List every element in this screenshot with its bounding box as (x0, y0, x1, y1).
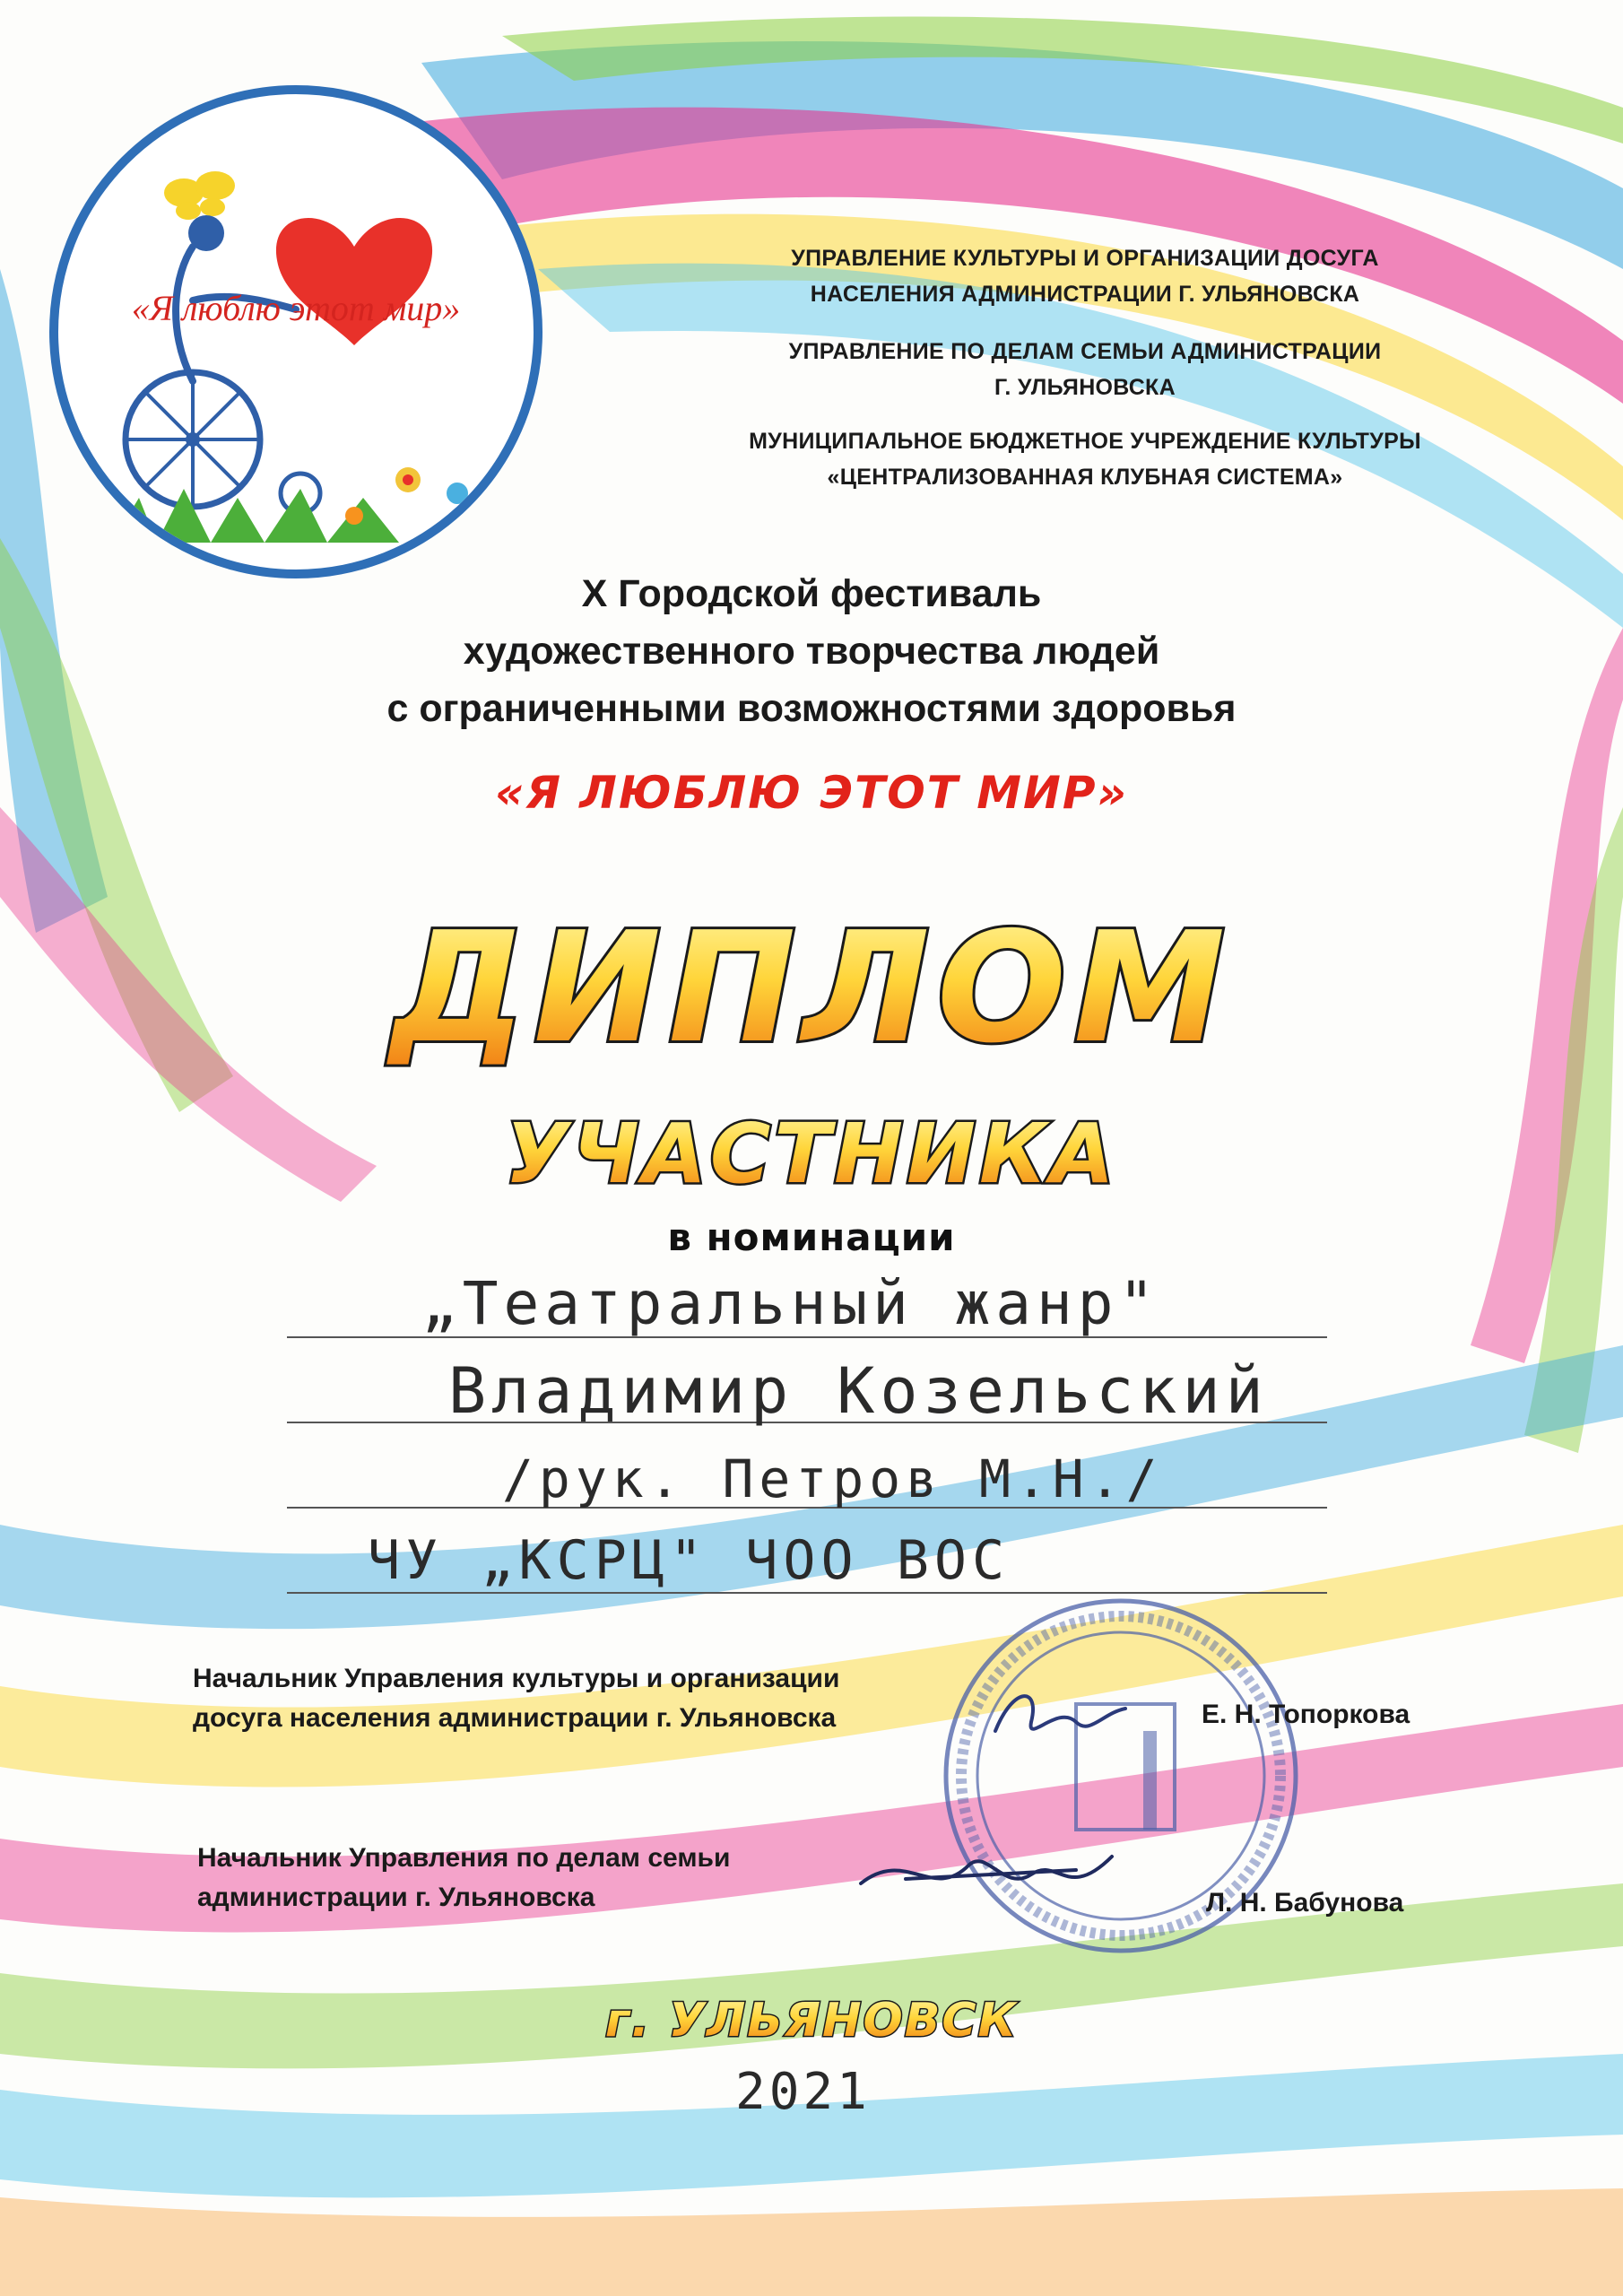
festival-motto: «Я ЛЮБЛЮ ЭТОТ МИР» (495, 767, 1128, 819)
signatory-1-title (193, 1659, 928, 1738)
organizer-line: Г. УЛЬЯНОВСКА (994, 375, 1176, 400)
festival-line: с ограниченными возможностями здоровья (386, 687, 1237, 730)
organizer-line: УПРАВЛЕНИЕ ПО ДЕЛАМ СЕМЬИ АДМИНИСТРАЦИИ (788, 339, 1382, 364)
organizer-2 (556, 334, 1614, 405)
handwritten-organization: ЧУ „КСРЦ" ЧОО ВОС (368, 1529, 1011, 1592)
organizer-line: НАСЕЛЕНИЯ АДМИНИСТРАЦИИ Г. УЛЬЯНОВСКА (810, 282, 1360, 307)
handwritten-year: 2021 (735, 2063, 871, 2121)
festival-line: художественного творчества людей (463, 630, 1160, 673)
festival-line: X Городской фестиваль (581, 572, 1042, 615)
signatory-2-name: Л. Н. Бабунова (1206, 1888, 1404, 1918)
logo-caption: «Я люблю этот мир» (131, 288, 461, 328)
signature-1 (977, 1668, 1139, 1767)
diploma-title: ДИПЛОМ (390, 900, 1233, 1077)
signatory-title-line: досуга населения администрации г. Ульяновска (193, 1703, 837, 1733)
organizer-3 (556, 423, 1614, 495)
handwritten-leader: /рук. Петров М.Н./ (502, 1448, 1163, 1509)
organizer-line: МУНИЦИПАЛЬНОЕ БЮДЖЕТНОЕ УЧРЕЖДЕНИЕ КУЛЬТУРЫ (749, 429, 1421, 454)
handwritten-nomination: „Театральный жанр" (421, 1269, 1160, 1338)
organizer-line: УПРАВЛЕНИЕ КУЛЬТУРЫ И ОРГАНИЗАЦИИ ДОСУГА (791, 246, 1379, 271)
festival-title (179, 565, 1444, 737)
organizer-1 (556, 240, 1614, 312)
signatory-title-line: администрации г. Ульяновска (197, 1883, 595, 1912)
organizer-line: «ЦЕНТРАЛИЗОВАННАЯ КЛУБНАЯ СИСТЕМА» (827, 465, 1343, 490)
diploma-subtitle: УЧАСТНИКА (505, 1106, 1118, 1202)
nomination-label: в номинации (667, 1215, 956, 1259)
signature-2 (852, 1830, 1121, 1919)
signatory-1-name: Е. Н. Топоркова (1202, 1700, 1410, 1729)
signatory-2-title (197, 1839, 933, 1918)
handwritten-participant: Владимир Козельский (448, 1354, 1269, 1428)
festival-logo (49, 85, 542, 578)
signatory-title-line: Начальник Управления по делам семьи (197, 1843, 731, 1873)
city-name: г. УЛЬЯНОВСК (604, 1994, 1019, 2048)
signatory-title-line: Начальник Управления культуры и организации (193, 1664, 840, 1693)
butterfly-icon (164, 171, 235, 220)
